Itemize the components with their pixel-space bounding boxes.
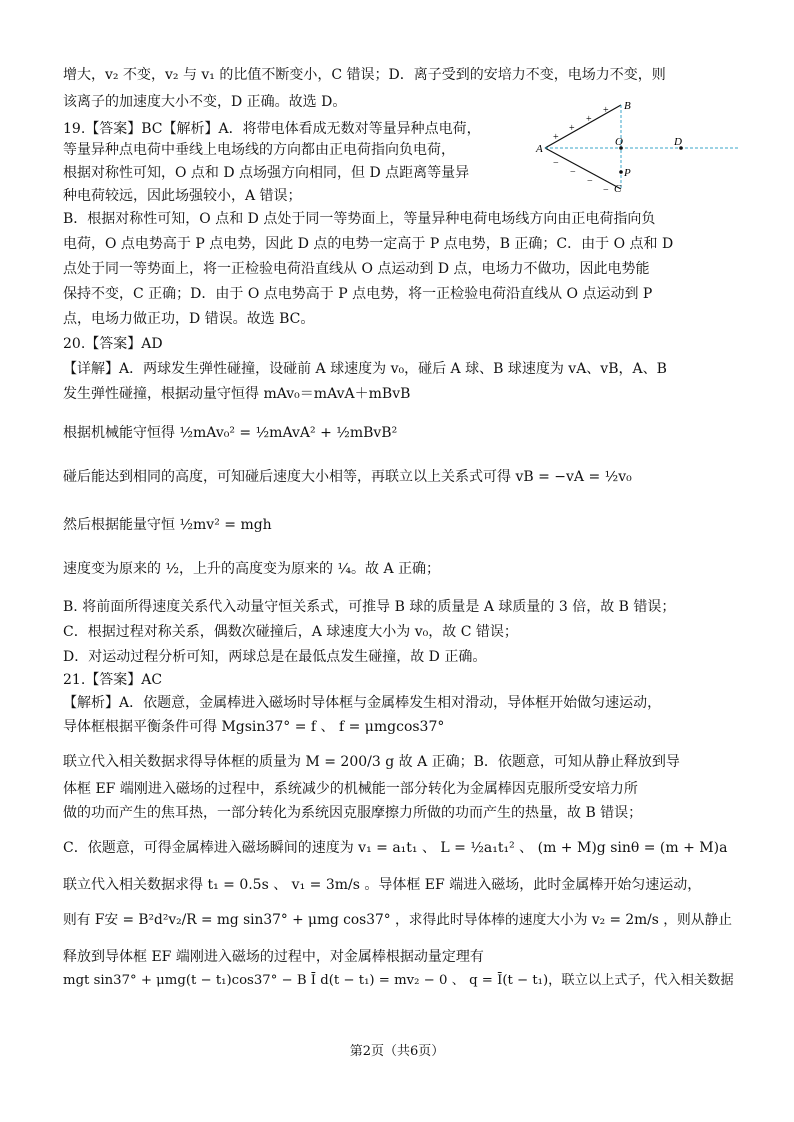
question-20-header: 20.【答案】AD <box>63 336 163 352</box>
charge-field-diagram <box>533 100 743 194</box>
formula-line: C．依题意，可得金属棒进入磁场瞬间的速度为 v₁ = a₁t₁ 、 L = ½a₁t₁² 、 (m + M)g sinθ = (m + M)a <box>63 840 728 856</box>
label-a: A <box>536 143 543 155</box>
minus-sign: − <box>587 176 593 187</box>
text-line: 点，电场力做正功，D 错误。故选 BC。 <box>63 311 315 327</box>
label-o: O <box>615 136 623 148</box>
plus-sign: + <box>553 132 559 143</box>
text-line: 该离子的加速度大小不变，D 正确。故选 D。 <box>63 94 347 110</box>
formula-line: 联立代入相关数据求得导体框的质量为 M = 200/3 g 故 A 正确；B．依题意，可知从静止释放到导 <box>63 754 680 770</box>
label-b: B <box>624 100 631 112</box>
text-line: 等量异种点电荷中垂线上电场线的方向都由正电荷指向负电荷， <box>63 142 455 158</box>
formula-line: 碰后能达到相同的高度，可知碰后速度大小相等，再联立以上关系式可得 vB = −vA = ½v₀ <box>63 469 632 485</box>
page-footer: 第2页（共6页） <box>349 1044 445 1059</box>
minus-sign: − <box>603 185 609 194</box>
text-line: 【解析】A．依题意，金属棒进入磁场时导体框与金属棒发生相对滑动，导体框开始做匀速运动， <box>63 695 662 711</box>
text-line: 做的功而产生的焦耳热，一部分转化为系统因克服摩擦力所做的功而产生的热量，故 B 错误； <box>63 805 643 821</box>
text-line: 根据对称性可知，O 点和 D 点场强方向相同，但 D 点距离等量异 <box>63 165 470 181</box>
formula-line: 然后根据能量守恒 ½mv² = mgh <box>63 517 272 533</box>
text-line: 保持不变，C 正确；D．由于 O 点电势高于 P 点电势，将一正检验电荷沿直线从 O 点运动到 P <box>63 286 653 302</box>
minus-sign: − <box>553 158 559 169</box>
text-line: 【详解】A．两球发生弹性碰撞，设碰前 A 球速度为 v₀，碰后 A 球、B 球速度为 vA、vB，A、B <box>63 361 667 377</box>
formula-line: 联立代入相关数据求得 t₁ = 0.5s 、 v₁ = 3m/s 。导体框 EF 端进入磁场，此时金属棒开始匀速运动， <box>63 877 702 893</box>
point-p <box>619 170 623 174</box>
text-line: 速度变为原来的 ½，上升的高度变为原来的 ¼。故 A 正确； <box>63 561 441 577</box>
text-line: B. 将前面所得速度关系代入动量守恒关系式，可推导 B 球的质量是 A 球质量的 3 倍，故 B 错误； <box>63 599 676 615</box>
formula-line: 根据机械能守恒得 ½mAv₀² = ½mAvA² + ½mBvB² <box>63 425 398 441</box>
question-21-header: 21.【答案】AC <box>63 672 163 688</box>
formula-line: 则有 F安 = B²d²v₂/R = mg sin37° + μmg cos37° ，求得此时导体棒的速度大小为 v₂ = 2m/s ，则从静止 <box>63 912 732 928</box>
label-d: D <box>674 136 682 148</box>
formula-line: 导体框根据平衡条件可得 Mgsin37° = f 、 f = μmgcos37° <box>63 719 445 735</box>
text-line: C．根据过程对称关系，偶数次碰撞后，A 球速度大小为 v₀，故 C 错误； <box>63 624 518 640</box>
text-line: 体框 EF 端刚进入磁场的过程中，系统减少的机械能一部分转化为金属棒因克服所受安培力所 <box>63 781 638 797</box>
text-line: 种电荷较远，因此场强较小，A 错误； <box>63 188 302 204</box>
text-line: 电荷，O 点电势高于 P 点电势，因此 D 点的电势一定高于 P 点电势，B 正确；C．由于 O 点和 D <box>63 236 674 252</box>
minus-sign: − <box>570 167 576 178</box>
label-p: P <box>624 167 631 179</box>
question-19-header: 19.【答案】BC【解析】A．将带电体看成无数对等量异种点电荷， <box>63 121 481 137</box>
text-line: B．根据对称性可知，O 点和 D 点处于同一等势面上，等量异种电荷电场线方向由正电荷指向负 <box>63 211 656 227</box>
text-line: 点处于同一等势面上，将一正检验电荷沿直线从 O 点运动到 D 点，电场力不做功，因此电势能 <box>63 261 650 277</box>
text-line: 释放到导体框 EF 端刚进入磁场的过程中，对金属棒根据动量定理有 <box>63 949 484 965</box>
text-line: 增大，v₂ 不变，v₂ 与 v₁ 的比值不断变小，C 错误；D．离子受到的安培力不变，电场力不变，则 <box>63 67 666 83</box>
charge-field-figure <box>533 100 743 194</box>
plus-sign: + <box>569 123 575 134</box>
plus-sign: + <box>586 114 592 125</box>
text-line: 发生弹性碰撞，根据动量守恒得 mAv₀＝mAvA＋mBvB <box>63 386 411 402</box>
label-c: C <box>614 183 622 194</box>
formula-line: mgt sin37° + μmg(t − t₁)cos37° − B Ī d(t − t₁) = mv₂ − 0 、 q = Ī(t − t₁)，联立以上式子，代入相关数据 <box>63 973 734 988</box>
text-line: D．对运动过程分析可知，两球总是在最低点发生碰撞，故 D 正确。 <box>63 649 487 665</box>
plus-sign: + <box>603 105 609 116</box>
